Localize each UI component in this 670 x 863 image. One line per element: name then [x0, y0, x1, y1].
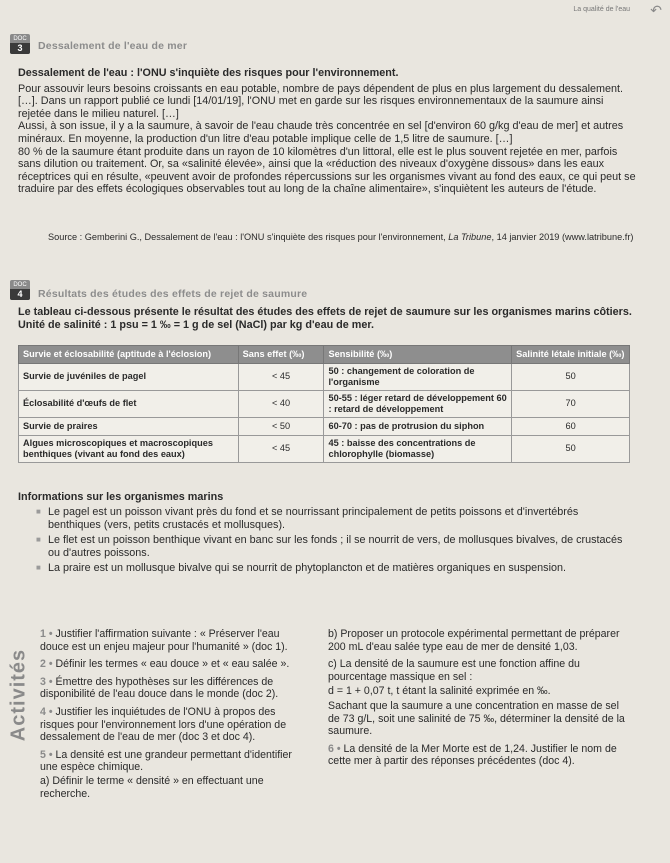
list-item: ■ Le flet est un poisson benthique vivant en banc sur les fonds ; il se nourrit de vers, de mollusques bivalves, de crustacés ou d'autres poissons.	[34, 534, 634, 559]
table-row	[19, 363, 630, 390]
doc3-paragraph-1: Pour assouvir leurs besoins croissants en eau potable, nombre de pays dépendent de plus en plus largement du dessalement. […]. Dans un rapport publié ce lundi [14/01/19], l'ONU met en garde sur les risques environnementaux de la saumure ainsi rejetée dans le milieu naturel. […]	[18, 82, 623, 120]
lethal-cell: 70	[512, 390, 630, 417]
table-row	[19, 417, 630, 435]
page-curl-icon: ↶	[650, 2, 662, 18]
lethal-cell: 50	[512, 363, 630, 390]
table-header: Sensibilité (‰)	[324, 346, 512, 364]
activities-side-label: Activités	[7, 648, 30, 742]
doc4-tag-number: 4	[10, 289, 30, 300]
sensitivity-cell: 45 : baisse des concentrations de chlorophylle (biomasse)	[324, 435, 512, 462]
source-journal: La Tribune	[448, 232, 492, 242]
running-header: La qualité de l'eau	[573, 6, 630, 13]
lethal-cell: 60	[512, 417, 630, 435]
doc4-title: Résultats des études des effets de rejet de saumure	[38, 288, 308, 300]
question-4: 4 • Justifier les inquiétudes de l'ONU à propos des risques pour l'environnement lors d'une opération de dessalement de l'eau de mer (doc 3 et doc 4).	[40, 705, 287, 744]
table-header: Sans effet (‰)	[238, 346, 324, 364]
list-item: ■ Le pagel est un poisson vivant près du fond et se nourrissant principalement de petits poissons et d'invertébrés benthiques (vers, petits crustacés et mollusques).	[34, 506, 634, 531]
doc4-unit: Unité de salinité : 1 psu = 1 ‰ = 1 g de sel (NaCl) par kg d'eau de mer.	[18, 318, 374, 331]
table-header: Salinité létale initiale (‰)	[512, 346, 630, 364]
activities-left-column	[40, 628, 305, 805]
sensitivity-cell: 50-55 : léger retard de développement 60 : retard de développement	[324, 390, 512, 417]
doc3-article	[18, 67, 638, 196]
question-6: 6 • La densité de la Mer Morte est de 1,24. Justifier le nom de cette mer à partir des réponses précédentes (doc 4).	[328, 742, 617, 768]
sensitivity-cell: 50 : changement de coloration de l'organisme	[324, 363, 512, 390]
table-row	[19, 435, 630, 462]
doc4-tag-label: DOC	[13, 282, 27, 288]
question-5c-detail: Sachant que la saumure a une concentration en masse de sel de 73 g/L, soit une salinité de 75 ‰, déterminer la densité de la saumure.	[328, 699, 625, 738]
doc3-tag-label: DOC	[13, 36, 27, 42]
no-effect-cell: < 40	[238, 390, 324, 417]
question-5a: a) Définir le terme « densité » en effectuant une recherche.	[40, 774, 264, 800]
doc3-headline: Dessalement de l'eau : l'ONU s'inquiète des risques pour l'environnement.	[18, 67, 399, 79]
doc3-tag	[10, 34, 30, 54]
doc3-paragraph-2: Aussi, à son issue, il y a la saumure, à savoir de l'eau chaude très concentrée en sel [d'environ 60 g/kg d'eau de mer] et autres minéraux. En moyenne, la production d'un litre d'eau potable implique celle de 1,5 litre de saumure. […]	[18, 120, 624, 145]
info-title: Informations sur les organismes marins	[18, 491, 224, 503]
organism-cell: Algues microscopiques et macroscopiques benthiques (vivant au fond des eaux)	[19, 435, 239, 462]
question-5b: b) Proposer un protocole expérimental permettant de préparer 200 mL d'eau salée type eau de mer de densité 1,03.	[328, 628, 620, 653]
list-item: ■ La praire est un mollusque bivalve qui se nourrit de phytoplancton et de matières organiques en suspension.	[34, 562, 634, 575]
activities-right-column	[328, 628, 628, 773]
sensitivity-cell: 60-70 : pas de protrusion du siphon	[324, 417, 512, 435]
question-5c: c) La densité de la saumure est une fonction affine du pourcentage massique en sel :	[328, 658, 580, 683]
doc3-title: Dessalement de l'eau de mer	[38, 40, 188, 52]
table-header-row	[19, 346, 630, 364]
doc4-tag	[10, 280, 30, 300]
table-row	[19, 390, 630, 417]
organism-cell: Survie de juvéniles de pagel	[19, 363, 239, 390]
organism-cell: Éclosabilité d'œufs de flet	[19, 390, 239, 417]
question-5: 5 • La densité est une grandeur permettant d'identifier une espèce chimique.	[40, 748, 292, 774]
no-effect-cell: < 50	[238, 417, 324, 435]
no-effect-cell: < 45	[238, 435, 324, 462]
no-effect-cell: < 45	[238, 363, 324, 390]
question-2: 2 • Définir les termes « eau douce » et « eau salée ».	[40, 658, 290, 671]
doc3-paragraph-3: 80 % de la saumure étant produite dans un rayon de 10 kilomètres d'un littoral, elle est le plus souvent rejetée en mer, parfois sans dilution ou traitement. Or, sa «salinité élevée», ainsi que la «réduction des niveaux d'oxygène dissous» dans les eaux réceptrices qui en résulte, «peuvent avoir de profondes répercussions sur les organismes vivant au fond des eaux, ce qui peut se traduire par des effets écologiques observables tout au long de la chaîne alimentaire», s'inquiètent les auteurs de l'étude.	[18, 145, 636, 196]
doc4-intro: Le tableau ci-dessous présente le résultat des études des effets de rejet de saumure sur les organismes marins côtiers. Unité de salinité : 1 psu = 1 ‰ = 1 g de sel (NaCl) par kg d'eau de mer.	[18, 306, 638, 331]
doc3-tag-number: 3	[10, 43, 30, 54]
organism-cell: Survie de praires	[19, 417, 239, 435]
brine-effects-table	[18, 345, 630, 463]
table-header: Survie et éclosabilité (aptitude à l'éclosion)	[19, 346, 239, 364]
question-3: 3 • Émettre des hypothèses sur les différences de disponibilité de l'eau douce dans le monde (doc 2).	[40, 675, 279, 701]
question-1: 1 • Justifier l'affirmation suivante : « Préserver l'eau douce est un enjeu majeur pour l'humanité » (doc 1).	[40, 628, 288, 653]
lethal-cell: 50	[512, 435, 630, 462]
doc3-source: Source : Gemberini G., Dessalement de l'eau : l'ONU s'inquiète des risques pour l'environnement, La Tribune, 14 janvier 2019 (www.latribune.fr)	[48, 232, 634, 242]
density-formula: d = 1 + 0,07 t, t étant la salinité exprimée en ‰.	[328, 685, 551, 698]
info-list	[34, 506, 634, 578]
